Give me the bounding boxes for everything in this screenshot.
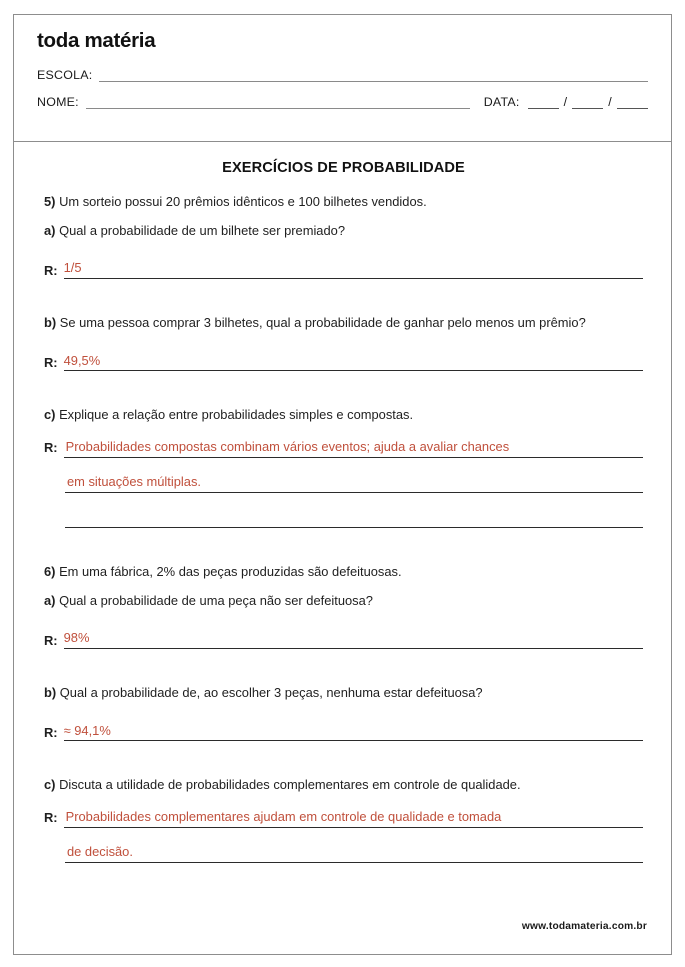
answer-value: 1/5 xyxy=(63,260,82,276)
answer-value: 98% xyxy=(63,630,90,646)
name-date-field-row xyxy=(37,95,648,109)
date-month-input[interactable] xyxy=(572,97,603,109)
answer-input[interactable] xyxy=(64,804,643,828)
answer-input[interactable] xyxy=(65,839,643,863)
answer-value: em situações múltiplas. xyxy=(67,473,201,489)
footer-url: www.todamateria.com.br xyxy=(521,921,647,932)
answer-label: R: xyxy=(44,632,58,648)
question-item-prompt xyxy=(44,775,624,795)
worksheet-header xyxy=(14,15,671,142)
school-input-rule[interactable] xyxy=(99,70,648,82)
answer-value: Probabilidades compostas combinam vários eventos; ajuda a avaliar chances xyxy=(65,438,510,454)
school-label: ESCOLA: xyxy=(37,67,93,82)
answer-input[interactable] xyxy=(64,630,643,649)
answer-field-multiline xyxy=(44,434,643,528)
answer-input[interactable] xyxy=(64,723,643,742)
item-marker: c) xyxy=(44,407,56,423)
brand-logo: toda matéria xyxy=(37,29,156,52)
item-prompt-text: Qual a probabilidade de uma peça não ser defeituosa? xyxy=(59,592,373,608)
date-day-input[interactable] xyxy=(528,97,559,109)
answer-line-row xyxy=(44,804,643,828)
item-marker: a) xyxy=(44,222,56,238)
date-label: DATA: xyxy=(483,94,520,109)
question-item-prompt xyxy=(44,221,624,241)
question-item-prompt xyxy=(44,683,624,703)
question-number: 5) xyxy=(44,194,56,209)
item-marker: c) xyxy=(44,777,56,793)
date-field-group xyxy=(484,95,648,109)
date-separator-2: / xyxy=(608,95,612,110)
answer-field xyxy=(44,353,643,372)
worksheet-content xyxy=(14,142,671,863)
answer-field xyxy=(44,630,643,649)
answer-line-row xyxy=(44,839,643,863)
question-item-prompt xyxy=(44,405,624,425)
question-stem xyxy=(44,192,624,212)
answer-label: R: xyxy=(44,355,58,371)
school-field-row xyxy=(37,68,648,82)
answer-input[interactable] xyxy=(64,260,643,279)
answer-line-row xyxy=(44,504,643,528)
item-marker: b) xyxy=(44,314,57,330)
page-title: EXERCÍCIOS DE PROBABILIDADE xyxy=(222,160,465,176)
item-prompt-text: Qual a probabilidade de um bilhete ser premiado? xyxy=(59,222,345,238)
answer-label: R: xyxy=(44,262,58,278)
item-prompt-text: Se uma pessoa comprar 3 bilhetes, qual a probabilidade de ganhar pelo menos um prêmio? xyxy=(59,314,586,330)
item-marker: b) xyxy=(44,684,57,700)
question-item-prompt xyxy=(44,313,624,333)
answer-input[interactable] xyxy=(64,434,643,458)
answer-input[interactable] xyxy=(64,353,643,372)
name-label: NOME: xyxy=(37,94,79,109)
answer-line-row xyxy=(44,434,643,458)
item-marker: a) xyxy=(44,592,56,608)
answer-field xyxy=(44,723,643,742)
item-prompt-text: Qual a probabilidade de, ao escolher 3 peças, nenhuma estar defeituosa? xyxy=(59,684,483,700)
answer-input[interactable] xyxy=(65,504,643,528)
item-prompt-text: Discuta a utilidade de probabilidades complementares em controle de qualidade. xyxy=(59,777,521,793)
answer-label: R: xyxy=(44,439,58,455)
item-prompt-text: Explique a relação entre probabilidades simples e compostas. xyxy=(59,407,414,423)
answer-line-row xyxy=(44,469,643,493)
answer-value: ≈ 94,1% xyxy=(63,722,111,738)
question-item-prompt xyxy=(44,591,624,611)
question-stem xyxy=(44,562,624,582)
answer-input[interactable] xyxy=(65,469,643,493)
answer-field-multiline xyxy=(44,804,643,863)
answer-field xyxy=(44,260,643,279)
question-stem-text: Em uma fábrica, 2% das peças produzidas são defeituosas. xyxy=(59,563,402,579)
answer-value: Probabilidades complementares ajudam em controle de qualidade e tomada xyxy=(65,808,502,824)
answer-label: R: xyxy=(44,809,58,825)
answer-value: 49,5% xyxy=(63,352,101,368)
question-stem-text: Um sorteio possui 20 prêmios idênticos e 100 bilhetes vendidos. xyxy=(59,194,427,209)
answer-value: de decisão. xyxy=(67,843,133,859)
date-separator-1: / xyxy=(563,95,568,110)
date-year-input[interactable] xyxy=(617,97,648,109)
answer-label: R: xyxy=(44,725,58,741)
name-input-rule[interactable] xyxy=(86,97,470,109)
question-number: 6) xyxy=(44,563,56,579)
worksheet-page xyxy=(13,14,672,955)
